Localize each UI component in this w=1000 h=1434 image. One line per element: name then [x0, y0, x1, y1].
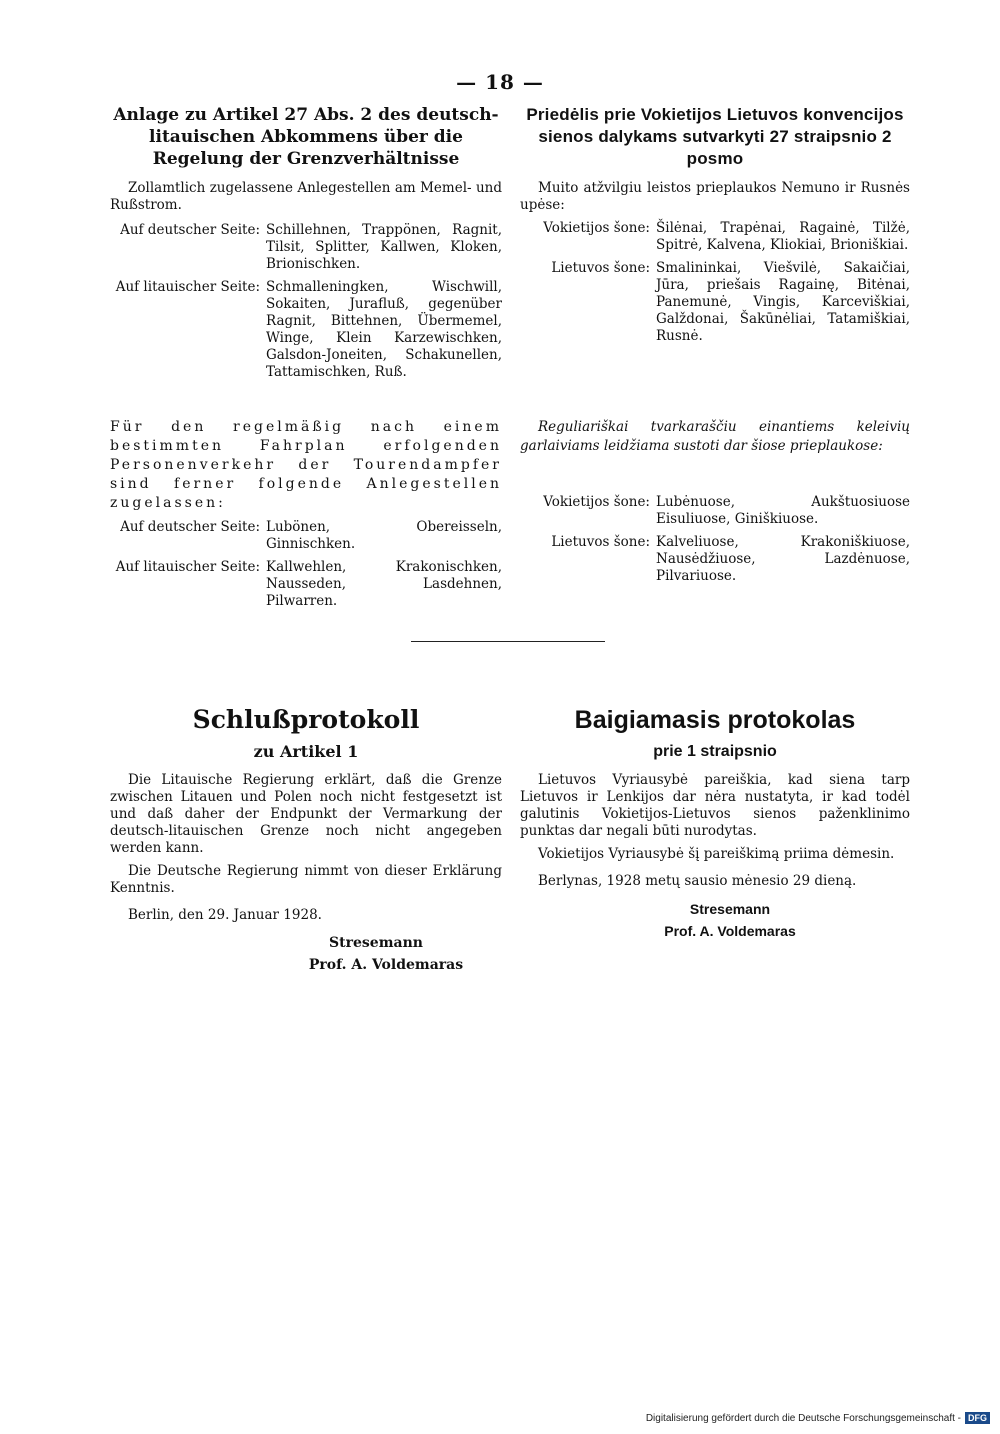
list-item-value: Šilėnai, Trapėnai, Ragainė, Tilžė, Spitrė, Kalvena, Kliokiai, Brioniškiai.	[656, 220, 910, 253]
german-annex-heading: Anlage zu Artikel 27 Abs. 2 des deutsch-litauischen Abkommens über die Regelung der Grenzverhältnisse	[113, 105, 499, 169]
lithuanian-annex-heading: Priedėlis prie Vokietijos Lietuvos konvencijos sienos dalykams sutvarkyti 27 straipsnio 2 posmo	[526, 105, 904, 168]
list-item	[110, 279, 502, 381]
german-protocol-paragraph-1: Die Litauische Regierung erklärt, daß die Grenze zwischen Litauen und Polen noch nicht festgesetzt ist und daß daher der Endpunkt der Vermarkung der deutsch-litauischen Grenze noch nicht angegeben werden kann.	[110, 772, 502, 856]
german-protocol-date: Berlin, den 29. Januar 1928.	[128, 907, 322, 923]
list-item	[110, 222, 502, 273]
list-item	[520, 494, 910, 528]
list-item	[110, 559, 502, 610]
list-item-label: Vokietijos šone:	[543, 220, 650, 236]
lithuanian-protocol-title: Baigiamasis protokolas	[574, 706, 856, 734]
german-annex-part-2	[110, 418, 502, 610]
page-number: — 18 —	[456, 70, 544, 94]
list-item-value: Schillehnen, Trappönen, Ragnit, Tilsit, Splitter, Kallwen, Kloken, Brionischken.	[266, 222, 502, 272]
german-annex-list-2	[110, 519, 502, 610]
lithuanian-protocol-paragraph-1: Lietuvos Vyriausybė pareiškia, kad siena tarp Lietuvos ir Lenkijos dar nėra nustatyta, ir kad todėl galutinis Vokietijos-Lietuvos sienos paženklinimo punktas dar negali būti nurodytas.	[520, 772, 910, 839]
footer-text: Digitalisierung gefördert durch die Deutsche Forschungsgemeinschaft -	[645, 1412, 961, 1424]
lithuanian-protocol-subtitle: prie 1 straipsnio	[653, 743, 777, 760]
section-divider	[411, 641, 605, 642]
list-item-label: Auf litauischer Seite:	[115, 559, 260, 575]
german-protocol-title: Schlußprotokoll	[192, 705, 420, 734]
german-protocol-paragraph-2: Die Deutsche Regierung nimmt von dieser Erklärung Kenntnis.	[110, 863, 502, 896]
list-item-value: Kallwehlen, Krakonischken, Nausseden, Lasdehnen, Pilwarren.	[266, 559, 502, 609]
lithuanian-annex	[520, 104, 910, 345]
german-protocol-subtitle: zu Artikel 1	[253, 742, 359, 761]
german-annex-intro: Zollamtlich zugelassene Anlegestellen am Memel- und Rußstrom.	[110, 180, 502, 213]
lithuanian-protocol-signature-1: Stresemann	[689, 901, 771, 917]
list-item-value: Lubönen, Obereisseln, Ginnischken.	[266, 519, 502, 552]
lithuanian-protocol-signature-2: Prof. A. Voldemaras	[664, 923, 796, 939]
list-item-value: Lubėnuose, Aukštuosiuose Eisuliuose, Giniškiuose.	[656, 494, 910, 527]
list-item-label: Auf deutscher Seite:	[120, 222, 260, 238]
list-item-value: Schmalleningken, Wischwill, Sokaiten, Jurafluß, gegenüber Ragnit, Bittehnen, Übermemel, Winge, Klein Karzewischken, Galsdon-Joneiten, Schakunellen, Tattamischken, Ruß.	[266, 279, 502, 380]
list-item	[520, 260, 910, 345]
list-item-value: Smalininkai, Viešvilė, Sakaičiai, Jūra, priešais Ragainę, Bitėnai, Panemunė, Vingis, Karceviškiai, Galždonai, Šakūnėliai, Tatamiškiai, Rusnė.	[656, 260, 910, 344]
list-item	[520, 220, 910, 254]
dfg-logo: DFG	[965, 1412, 990, 1424]
lithuanian-annex-list-2	[520, 494, 910, 585]
list-item-label: Auf deutscher Seite:	[120, 519, 260, 535]
list-item-label: Lietuvos šone:	[551, 534, 650, 550]
german-protocol	[110, 704, 502, 976]
lithuanian-protocol-date: Berlynas, 1928 metų sausio mėnesio 29 dieną.	[538, 873, 857, 889]
list-item-value: Kalveliuose, Krakoniškiuose, Nausėdžiuose, Lazdėnuose, Pilvariuose.	[656, 534, 910, 584]
list-item	[110, 519, 502, 553]
list-item-label: Auf litauischer Seite:	[115, 279, 260, 295]
german-annex	[110, 104, 502, 381]
german-annex-list-1	[110, 222, 502, 381]
lithuanian-protocol-paragraph-2: Vokietijos Vyriausybė šį pareiškimą priima dėmesin.	[538, 846, 895, 862]
lithuanian-annex-list-1	[520, 220, 910, 345]
lithuanian-annex-italic-text: Reguliariškai tvarkaraščiu einantiems keleivių garlaiviams leidžiama sustoti dar šiose prieplaukose:	[520, 419, 910, 454]
list-item-label: Lietuvos šone:	[551, 260, 650, 276]
german-protocol-signature-2: Prof. A. Voldemaras	[308, 957, 464, 973]
lithuanian-annex-part-2	[520, 418, 910, 585]
german-protocol-signature-1: Stresemann	[329, 935, 423, 951]
lithuanian-protocol	[520, 704, 910, 942]
list-item	[520, 534, 910, 585]
list-item-label: Vokietijos šone:	[543, 494, 650, 510]
lithuanian-annex-intro: Muito atžvilgiu leistos prieplaukos Nemuno ir Rusnės upėse:	[520, 180, 910, 213]
german-annex-spaced-text: Für den regelmäßig nach einem bestimmten Fahrplan erfolgenden Personenverkehr der Tourendampfer sind ferner folgende Anlegestellen zugelassen:	[110, 419, 502, 511]
digitization-footer	[646, 1412, 990, 1424]
